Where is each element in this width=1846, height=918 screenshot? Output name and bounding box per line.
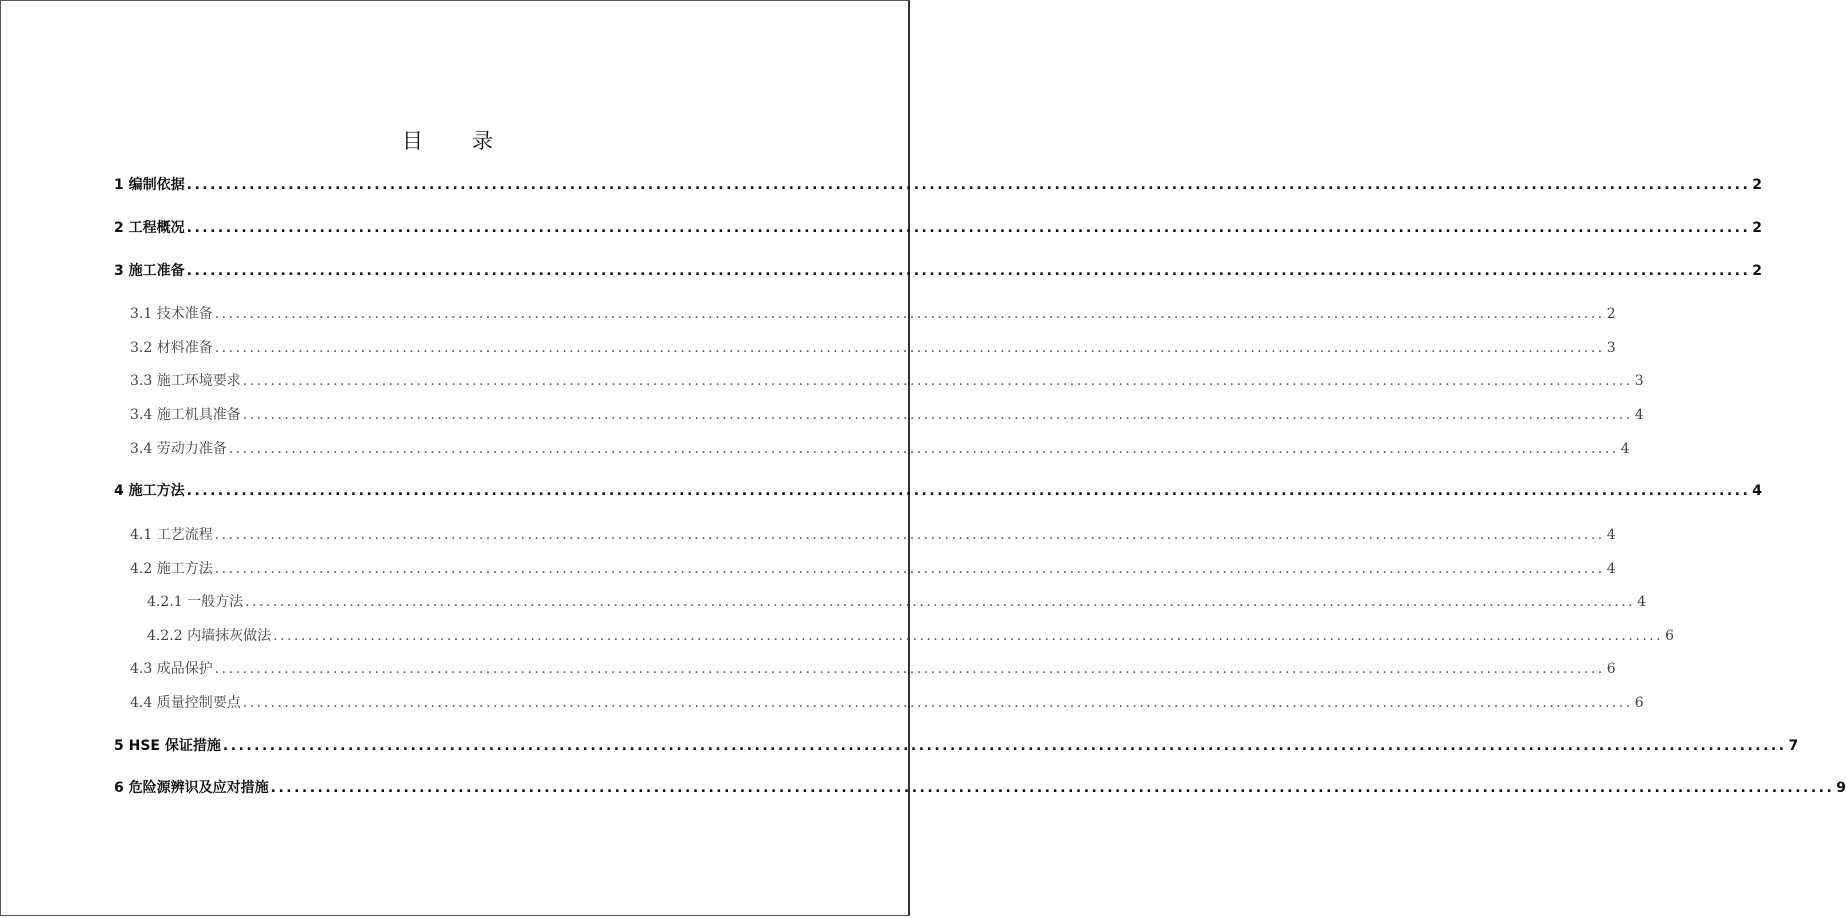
toc-entry-number: 4.3 <box>130 661 157 677</box>
toc-entry-number: 3 <box>114 263 129 279</box>
toc-title: 目 录 <box>402 129 507 153</box>
toc-entry-label: 一般方法 <box>187 594 244 610</box>
toc-leader-dots: ........................................................................................................................................................................................................ <box>245 594 1636 610</box>
toc-leader-dots: ........................................................................................................................................................................................................ <box>273 628 1664 644</box>
toc-leader-dots: ........................................................................................................................................................................................................ <box>270 780 1835 796</box>
toc-entry-page: 3 <box>1606 340 1616 356</box>
toc-entry-label: HSE 保证措施 <box>128 738 221 754</box>
toc-entry-3-3[interactable] <box>130 371 1644 391</box>
toc-entry-number: 6 <box>114 780 129 796</box>
toc-leader-dots: ........................................................................................................................................................................................................ <box>242 695 1633 711</box>
toc-leader-dots: ........................................................................................................................................................................................................ <box>242 407 1633 423</box>
toc-leader-dots: ........................................................................................................................................................................................................ <box>214 561 1605 577</box>
toc-entry-page: 4 <box>1620 441 1630 457</box>
toc-entry-number: 3.4 <box>130 407 157 423</box>
toc-entry-number: 1 <box>114 177 129 193</box>
toc-entry-page: 4 <box>1606 561 1616 577</box>
toc-entry-label: 施工方法 <box>156 561 213 577</box>
toc-entry-5[interactable] <box>114 736 1799 756</box>
toc-entry-4-1[interactable] <box>130 525 1616 545</box>
toc-entry-number: 4.1 <box>130 527 157 543</box>
toc-entry-page: 4 <box>1752 483 1763 499</box>
toc-entry-label: 编制依据 <box>128 177 185 193</box>
toc-entry-number: 4.2.2 <box>147 628 188 644</box>
toc-entry-number: 4.2 <box>130 561 157 577</box>
toc-entry-label: 施工机具准备 <box>156 407 241 423</box>
toc-entry-label: 施工准备 <box>128 263 185 279</box>
toc-entry-3[interactable] <box>114 261 1763 281</box>
toc-entry-label: 内墙抹灰做法 <box>187 628 272 644</box>
toc-entry-label: 技术准备 <box>156 306 213 322</box>
toc-entry-number: 3.1 <box>130 306 157 322</box>
toc-entry-number: 3.2 <box>130 340 157 356</box>
toc-entry-page: 2 <box>1606 306 1616 322</box>
toc-leader-dots: ........................................................................................................................................................................................................ <box>186 177 1751 193</box>
toc-entry-3-4[interactable] <box>130 405 1644 425</box>
toc-entry-4-4[interactable] <box>130 693 1644 713</box>
toc-leader-dots: ........................................................................................................................................................................................................ <box>214 340 1605 356</box>
toc-entry-page: 4 <box>1634 407 1644 423</box>
toc-entry-4-2-2[interactable] <box>147 626 1675 646</box>
toc-entry-page: 6 <box>1606 661 1616 677</box>
toc-entry-4-2[interactable] <box>130 559 1616 579</box>
toc-entry-label: 施工环境要求 <box>156 373 241 389</box>
toc-entry-page: 7 <box>1788 738 1799 754</box>
toc-leader-dots: ........................................................................................................................................................................................................ <box>214 306 1605 322</box>
toc-entry-2[interactable] <box>114 218 1763 238</box>
toc-entry-number: 4.2.1 <box>147 594 188 610</box>
toc-leader-dots: ........................................................................................................................................................................................................ <box>222 738 1787 754</box>
toc-entry-page: 4 <box>1606 527 1616 543</box>
toc-entry-label: 劳动力准备 <box>156 441 227 457</box>
toc-entry-page: 6 <box>1665 628 1675 644</box>
toc-entry-page: 2 <box>1752 177 1763 193</box>
toc-entry-number: 3.4 <box>130 441 157 457</box>
toc-entry-3-1[interactable] <box>130 304 1616 324</box>
toc-entry-page: 9 <box>1836 780 1846 796</box>
toc-entry-page: 6 <box>1634 695 1644 711</box>
toc-entry-label: 工艺流程 <box>156 527 213 543</box>
toc-leader-dots: ........................................................................................................................................................................................................ <box>186 263 1751 279</box>
toc-entry-page: 3 <box>1634 373 1644 389</box>
toc-entry-label: 施工方法 <box>128 483 185 499</box>
toc-entry-label: 工程概况 <box>128 220 185 236</box>
toc-entry-number: 2 <box>114 220 129 236</box>
toc-entry-number: 4.4 <box>130 695 157 711</box>
toc-entry-label: 材料准备 <box>156 340 213 356</box>
toc-entry-4[interactable] <box>114 481 1763 501</box>
toc-entry-label: 成品保护 <box>156 661 213 677</box>
toc-entry-4-2-1[interactable] <box>147 592 1647 612</box>
toc-entry-label: 危险源辨识及应对措施 <box>128 780 269 796</box>
toc-entry-4-3[interactable] <box>130 659 1616 679</box>
toc-leader-dots: ........................................................................................................................................................................................................ <box>214 527 1605 543</box>
toc-entry-number: 4 <box>114 483 129 499</box>
toc-leader-dots: ........................................................................................................................................................................................................ <box>186 220 1751 236</box>
toc-entry-page: 4 <box>1637 594 1647 610</box>
toc-entry-number: 5 <box>114 738 129 754</box>
toc-entry-page: 2 <box>1752 220 1763 236</box>
toc-entry-label: 质量控制要点 <box>156 695 241 711</box>
toc-entry-3-4-labor[interactable] <box>130 439 1630 459</box>
toc-entry-6[interactable] <box>114 778 1846 798</box>
toc-entry-number: 3.3 <box>130 373 157 389</box>
toc-leader-dots: ........................................................................................................................................................................................................ <box>214 661 1605 677</box>
toc-leader-dots: ........................................................................................................................................................................................................ <box>228 441 1619 457</box>
toc-entry-1[interactable] <box>114 175 1763 195</box>
toc-entry-page: 2 <box>1752 263 1763 279</box>
toc-entry-3-2[interactable] <box>130 338 1616 358</box>
toc-leader-dots: ........................................................................................................................................................................................................ <box>186 483 1751 499</box>
toc-leader-dots: ........................................................................................................................................................................................................ <box>242 373 1633 389</box>
